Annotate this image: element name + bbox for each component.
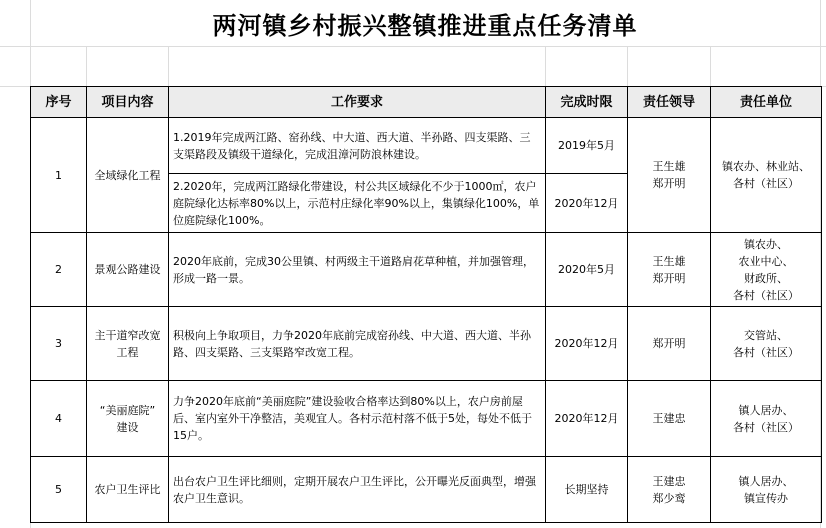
gridline	[168, 46, 169, 86]
cell-deadline: 长期坚持	[546, 457, 628, 523]
cell-project: 农户卫生评比	[87, 457, 169, 523]
cell-leader: 郑开明	[628, 307, 711, 381]
cell-requirement: 2020年底前，完成30公里镇、村两级主干道路肩花草种植，并加强管理，形成一路一景。	[169, 233, 546, 307]
gridline	[0, 46, 826, 47]
cell-requirement: 出台农户卫生评比细则，定期开展农户卫生评比，公开曝光反面典型，增强农户卫生意识。	[169, 457, 546, 523]
table-row	[31, 457, 822, 523]
gridline	[86, 46, 87, 86]
cell-no: 2	[31, 233, 87, 307]
header-requirements: 工作要求	[169, 87, 546, 118]
gridline	[710, 46, 711, 86]
cell-no: 1	[31, 118, 87, 233]
cell-unit: 镇人居办、 各村（社区）	[711, 381, 822, 457]
cell-unit: 镇农办、 农业中心、 财政所、 各村（社区）	[711, 233, 822, 307]
cell-unit: 镇人居办、 镇宣传办	[711, 457, 822, 523]
cell-no: 4	[31, 381, 87, 457]
table-row	[31, 381, 822, 457]
cell-unit: 交管站、 各村（社区）	[711, 307, 822, 381]
cell-leader: 王建忠 郑少鸾	[628, 457, 711, 523]
cell-project: 主干道窄改宽 工程	[87, 307, 169, 381]
cell-requirement: 力争2020年底前“美丽庭院”建设验收合格率达到80%以上，农户房前屋后、室内室外干净整洁，美观宜人。各村示范村落不低于5处，每处不低于15户。	[169, 381, 546, 457]
cell-leader: 王建忠	[628, 381, 711, 457]
cell-project: 景观公路建设	[87, 233, 169, 307]
task-table	[30, 86, 822, 523]
cell-deadline: 2020年12月	[546, 174, 628, 233]
gridline	[545, 46, 546, 86]
cell-unit: 镇农办、林业站、 各村（社区）	[711, 118, 822, 233]
cell-no: 5	[31, 457, 87, 523]
cell-leader: 王生雄 郑开明	[628, 118, 711, 233]
cell-requirement: 2.2020年，完成两江路绿化带建设，村公共区域绿化不少于1000㎡，农户庭院绿化达标率80%以上，示范村庄绿化率90%以上，集镇绿化100%，单位庭院绿化100%。	[169, 174, 546, 233]
cell-requirement: 积极向上争取项目，力争2020年底前完成窑孙线、中大道、西大道、半孙路、四支渠路、三支渠路窄改宽工程。	[169, 307, 546, 381]
gridline	[627, 46, 628, 86]
table-header-row	[31, 87, 822, 118]
header-project: 项目内容	[87, 87, 169, 118]
cell-project: 全域绿化工程	[87, 118, 169, 233]
page-title: 两河镇乡村振兴整镇推进重点任务清单	[212, 11, 638, 40]
cell-no: 3	[31, 307, 87, 381]
table-row	[31, 307, 822, 381]
cell-project: “美丽庭院” 建设	[87, 381, 169, 457]
cell-leader: 王生雄 郑开明	[628, 233, 711, 307]
cell-deadline: 2020年12月	[546, 307, 628, 381]
header-unit: 责任单位	[711, 87, 822, 118]
header-no: 序号	[31, 87, 87, 118]
cell-deadline: 2020年12月	[546, 381, 628, 457]
header-deadline: 完成时限	[546, 87, 628, 118]
header-leader: 责任领导	[628, 87, 711, 118]
cell-deadline: 2019年5月	[546, 118, 628, 174]
table-row	[31, 118, 822, 174]
table-row	[31, 233, 822, 307]
cell-deadline: 2020年5月	[546, 233, 628, 307]
cell-requirement: 1.2019年完成两江路、窑孙线、中大道、西大道、半孙路、四支渠路、三支渠路段及镇级干道绿化，完成沮漳河防浪林建设。	[169, 118, 546, 174]
